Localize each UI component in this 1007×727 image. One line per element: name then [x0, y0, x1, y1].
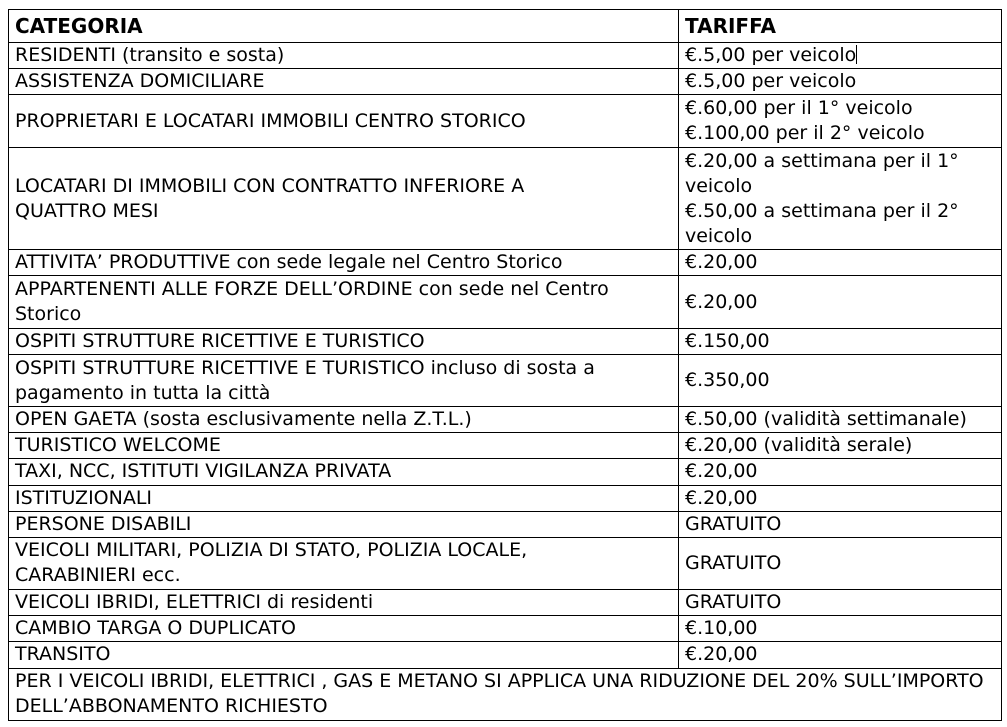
category-cell: ASSISTENZA DOMICILIARE [9, 69, 679, 95]
tariff-cell: €.50,00 (validità settimanale) [679, 407, 1002, 433]
tariff-cell: €.20,00 [679, 485, 1002, 511]
category-line: QUATTRO MESI [15, 199, 159, 222]
table-row [9, 250, 1002, 276]
tariff-line: €.100,00 per il 2° veicolo [685, 122, 925, 145]
table-row [9, 69, 1002, 95]
category-cell: ATTIVITA’ PRODUTTIVE con sede legale nel Centro Storico [9, 250, 679, 276]
tariff-table [8, 9, 1002, 721]
category-line: OSPITI STRUTTURE RICETTIVE E TURISTICO incluso di sosta a [15, 356, 595, 379]
table-row [9, 43, 1002, 69]
category-cell: OPEN GAETA (sosta esclusivamente nella Z.T.L.) [9, 407, 679, 433]
table-row [9, 407, 1002, 433]
table-row [9, 485, 1002, 511]
table-row [9, 433, 1002, 459]
header-category: CATEGORIA [9, 10, 679, 43]
tariff-line: €.60,00 per il 1° veicolo [685, 97, 913, 120]
category-cell: ISTITUZIONALI [9, 485, 679, 511]
category-line: LOCATARI DI IMMOBILI CON CONTRATTO INFERIORE A [15, 174, 525, 197]
table-row [9, 616, 1002, 642]
tariff-cell: €.20,00 [679, 642, 1002, 668]
table-row [9, 95, 1002, 147]
category-line: APPARTENENTI ALLE FORZE DELL’ORDINE con sede nel Centro [15, 278, 609, 301]
category-line: VEICOLI MILITARI, POLIZIA DI STATO, POLIZIA LOCALE, [15, 539, 528, 562]
tariff-line: veicolo [685, 174, 753, 197]
table-row [9, 511, 1002, 537]
category-cell: TAXI, NCC, ISTITUTI VIGILANZA PRIVATA [9, 459, 679, 485]
tariff-cell: €.5,00 per veicolo [679, 69, 1002, 95]
footer-line: DELL’ABBONAMENTO RICHIESTO [15, 695, 328, 718]
tariff-line: €.20,00 a settimana per il 1° [685, 149, 959, 172]
category-cell: PROPRIETARI E LOCATARI IMMOBILI CENTRO STORICO [9, 95, 679, 147]
table-row [9, 537, 1002, 589]
table-row [9, 147, 1002, 250]
footer-row [9, 668, 1002, 720]
table-row [9, 354, 1002, 406]
tariff-cell: €.350,00 [679, 354, 1002, 406]
tariff-cell: €.20,00 [679, 459, 1002, 485]
category-line: CARABINIERI ecc. [15, 564, 181, 587]
category-cell: OSPITI STRUTTURE RICETTIVE E TURISTICO [9, 328, 679, 354]
category-cell: TRANSITO [9, 642, 679, 668]
tariff-cell: GRATUITO [679, 511, 1002, 537]
footer-note [9, 668, 1002, 720]
category-cell [9, 147, 679, 250]
category-cell [9, 354, 679, 406]
tariff-cell: GRATUITO [679, 590, 1002, 616]
tariff-cell: €.150,00 [679, 328, 1002, 354]
tariff-line: €.50,00 a settimana per il 2° [685, 199, 959, 222]
category-cell [9, 276, 679, 328]
tariff-cell: €.20,00 [679, 250, 1002, 276]
text-cursor [856, 45, 857, 64]
table-row [9, 328, 1002, 354]
tariff-line: veicolo [685, 224, 753, 247]
category-cell: VEICOLI IBRIDI, ELETTRICI di residenti [9, 590, 679, 616]
category-cell: TURISTICO WELCOME [9, 433, 679, 459]
table-row [9, 459, 1002, 485]
category-cell: PERSONE DISABILI [9, 511, 679, 537]
tariff-cell [679, 43, 1002, 69]
category-cell: CAMBIO TARGA O DUPLICATO [9, 616, 679, 642]
category-line: pagamento in tutta la città [15, 381, 271, 404]
header-tariff: TARIFFA [679, 10, 1002, 43]
table-row [9, 590, 1002, 616]
tariff-cell: GRATUITO [679, 537, 1002, 589]
tariff-cell: €.20,00 (validità serale) [679, 433, 1002, 459]
tariff-text: €.5,00 per veicolo [685, 44, 857, 67]
table-header-row [9, 10, 1002, 43]
tariff-cell [679, 95, 1002, 147]
category-line: Storico [15, 303, 82, 326]
category-cell: RESIDENTI (transito e sosta) [9, 43, 679, 69]
footer-line: PER I VEICOLI IBRIDI, ELETTRICI , GAS E METANO SI APPLICA UNA RIDUZIONE DEL 20% SULL’IMPORTO [15, 670, 984, 693]
table-row [9, 276, 1002, 328]
tariff-cell: €.10,00 [679, 616, 1002, 642]
tariff-cell: €.20,00 [679, 276, 1002, 328]
tariff-cell [679, 147, 1002, 250]
category-cell [9, 537, 679, 589]
table-row [9, 642, 1002, 668]
